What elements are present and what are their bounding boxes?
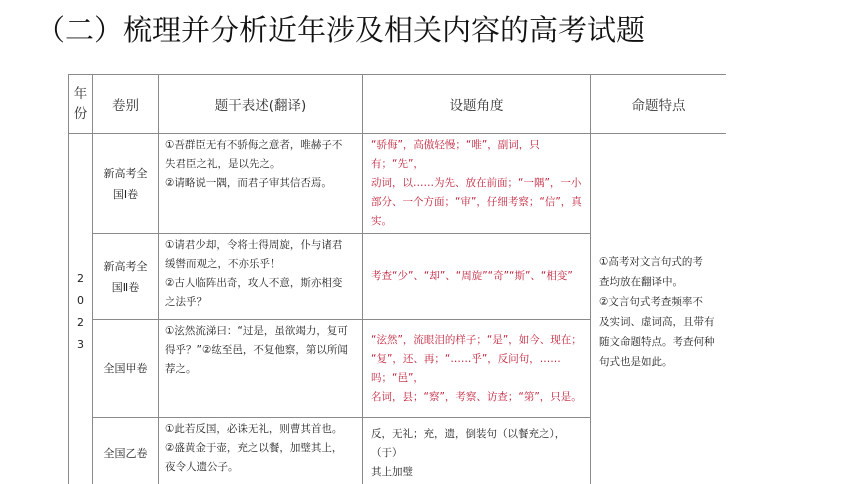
header-year-line2: 份	[73, 106, 88, 122]
header-juan: 卷别	[93, 75, 159, 134]
angle-line: “泫然”，流眼泪的样子；“是”，如今、现在；	[371, 333, 582, 346]
text-line: ①吾群臣无有不骄侮之意者，唯赫子不	[165, 139, 343, 151]
angle-line: 反，无礼；充，遗，倒装句（以餐充之），（于）	[371, 428, 566, 459]
table-row	[69, 134, 727, 234]
feature-line: 及实词、虚词高，且带有	[599, 315, 715, 328]
year-char: 3	[77, 337, 84, 351]
page-title: （二）梳理并分析近年涉及相关内容的高考试题	[36, 13, 646, 47]
juan-line: 新高考全	[103, 259, 148, 273]
text-cell	[159, 418, 363, 484]
text-line: 之法乎？	[165, 296, 207, 308]
text-line: ①请君少却，令将士得周旋，仆与诸君	[165, 239, 343, 251]
angle-cell	[363, 418, 591, 484]
juan-line: 新高考全	[103, 166, 148, 180]
exam-analysis-table	[68, 74, 726, 484]
angle-cell	[363, 234, 591, 320]
text-line: ①此若反国，必诛无礼，则曹其首也。	[165, 423, 343, 435]
header-feature: 命题特点	[591, 75, 727, 134]
text-line: ②请略说一隅，而君子审其信否焉。	[165, 177, 332, 189]
text-line: ①泫然流涕曰：“过是，虽欲竭力，复可	[165, 325, 348, 337]
feature-line: 随文命题特点。考查何种	[599, 335, 715, 348]
feature-line: ②文言句式考查频率不	[599, 295, 703, 308]
angle-line: 动词，以……为先、放在前面；“一隅”，一小	[371, 177, 582, 189]
juan-cell	[93, 234, 159, 320]
text-cell	[159, 320, 363, 418]
text-line: ②古人临阵出奇，攻人不意，斯亦相变	[165, 277, 343, 289]
angle-line: 名词，县；“察”，考察、访查；“第”，只是。	[371, 390, 582, 403]
exam-analysis-table-wrapper	[68, 74, 726, 484]
feature-line: 句式也是如此。	[599, 355, 673, 368]
juan-cell	[93, 134, 159, 234]
year-char: 0	[77, 293, 84, 307]
angle-line: “骄侮”，高傲轻慢；“唯”，副词，只有；“先”，	[371, 139, 540, 170]
year-char: 2	[77, 271, 84, 285]
juan-cell	[93, 320, 159, 418]
text-line: ②盛黄金于壶，充之以餐，加璧其上，	[165, 442, 343, 454]
angle-line: 实。	[371, 215, 392, 227]
feature-line: ①高考对文言句式的考	[599, 255, 703, 268]
angle-line: 其上加璧	[371, 466, 413, 478]
juan-cell	[93, 418, 159, 484]
text-line: 得乎？”②纮至邑，不复他察，第以所闻	[165, 344, 348, 356]
text-cell	[159, 234, 363, 320]
angle-cell	[363, 320, 591, 418]
feature-cell	[591, 134, 727, 484]
angle-line: “复”，还、再；“……乎”，反问句，……吗；“邑”，	[371, 352, 561, 384]
header-year-line1: 年	[73, 86, 88, 102]
angle-line: 部分、一个方面；“审”，仔细考察；“信”，真	[371, 196, 582, 208]
text-line: 荐之。	[165, 363, 197, 375]
text-cell	[159, 134, 363, 234]
juan-line: 全国甲卷	[103, 362, 148, 375]
header-year	[69, 75, 93, 134]
year-char: 2	[77, 315, 84, 329]
juan-line: 国Ⅱ卷	[111, 280, 140, 294]
header-angle: 设题角度	[363, 75, 591, 134]
text-line: 夜令人遗公子。	[165, 461, 239, 473]
text-line: 缓辔而观之，不亦乐乎！	[165, 258, 281, 270]
text-line: 失君臣之礼，是以先之。	[165, 158, 281, 170]
angle-cell	[363, 134, 591, 234]
juan-line: 全国乙卷	[103, 447, 148, 460]
angle-line: 考查“少”、“却”、“周旋”“奇”“斯”、“相变”	[371, 270, 573, 282]
feature-line: 查均放在翻译中。	[599, 275, 683, 288]
table-header-row	[69, 75, 727, 134]
juan-line: 国Ⅰ卷	[112, 187, 139, 201]
header-text: 题干表述(翻译)	[159, 75, 363, 134]
year-cell	[69, 134, 93, 484]
